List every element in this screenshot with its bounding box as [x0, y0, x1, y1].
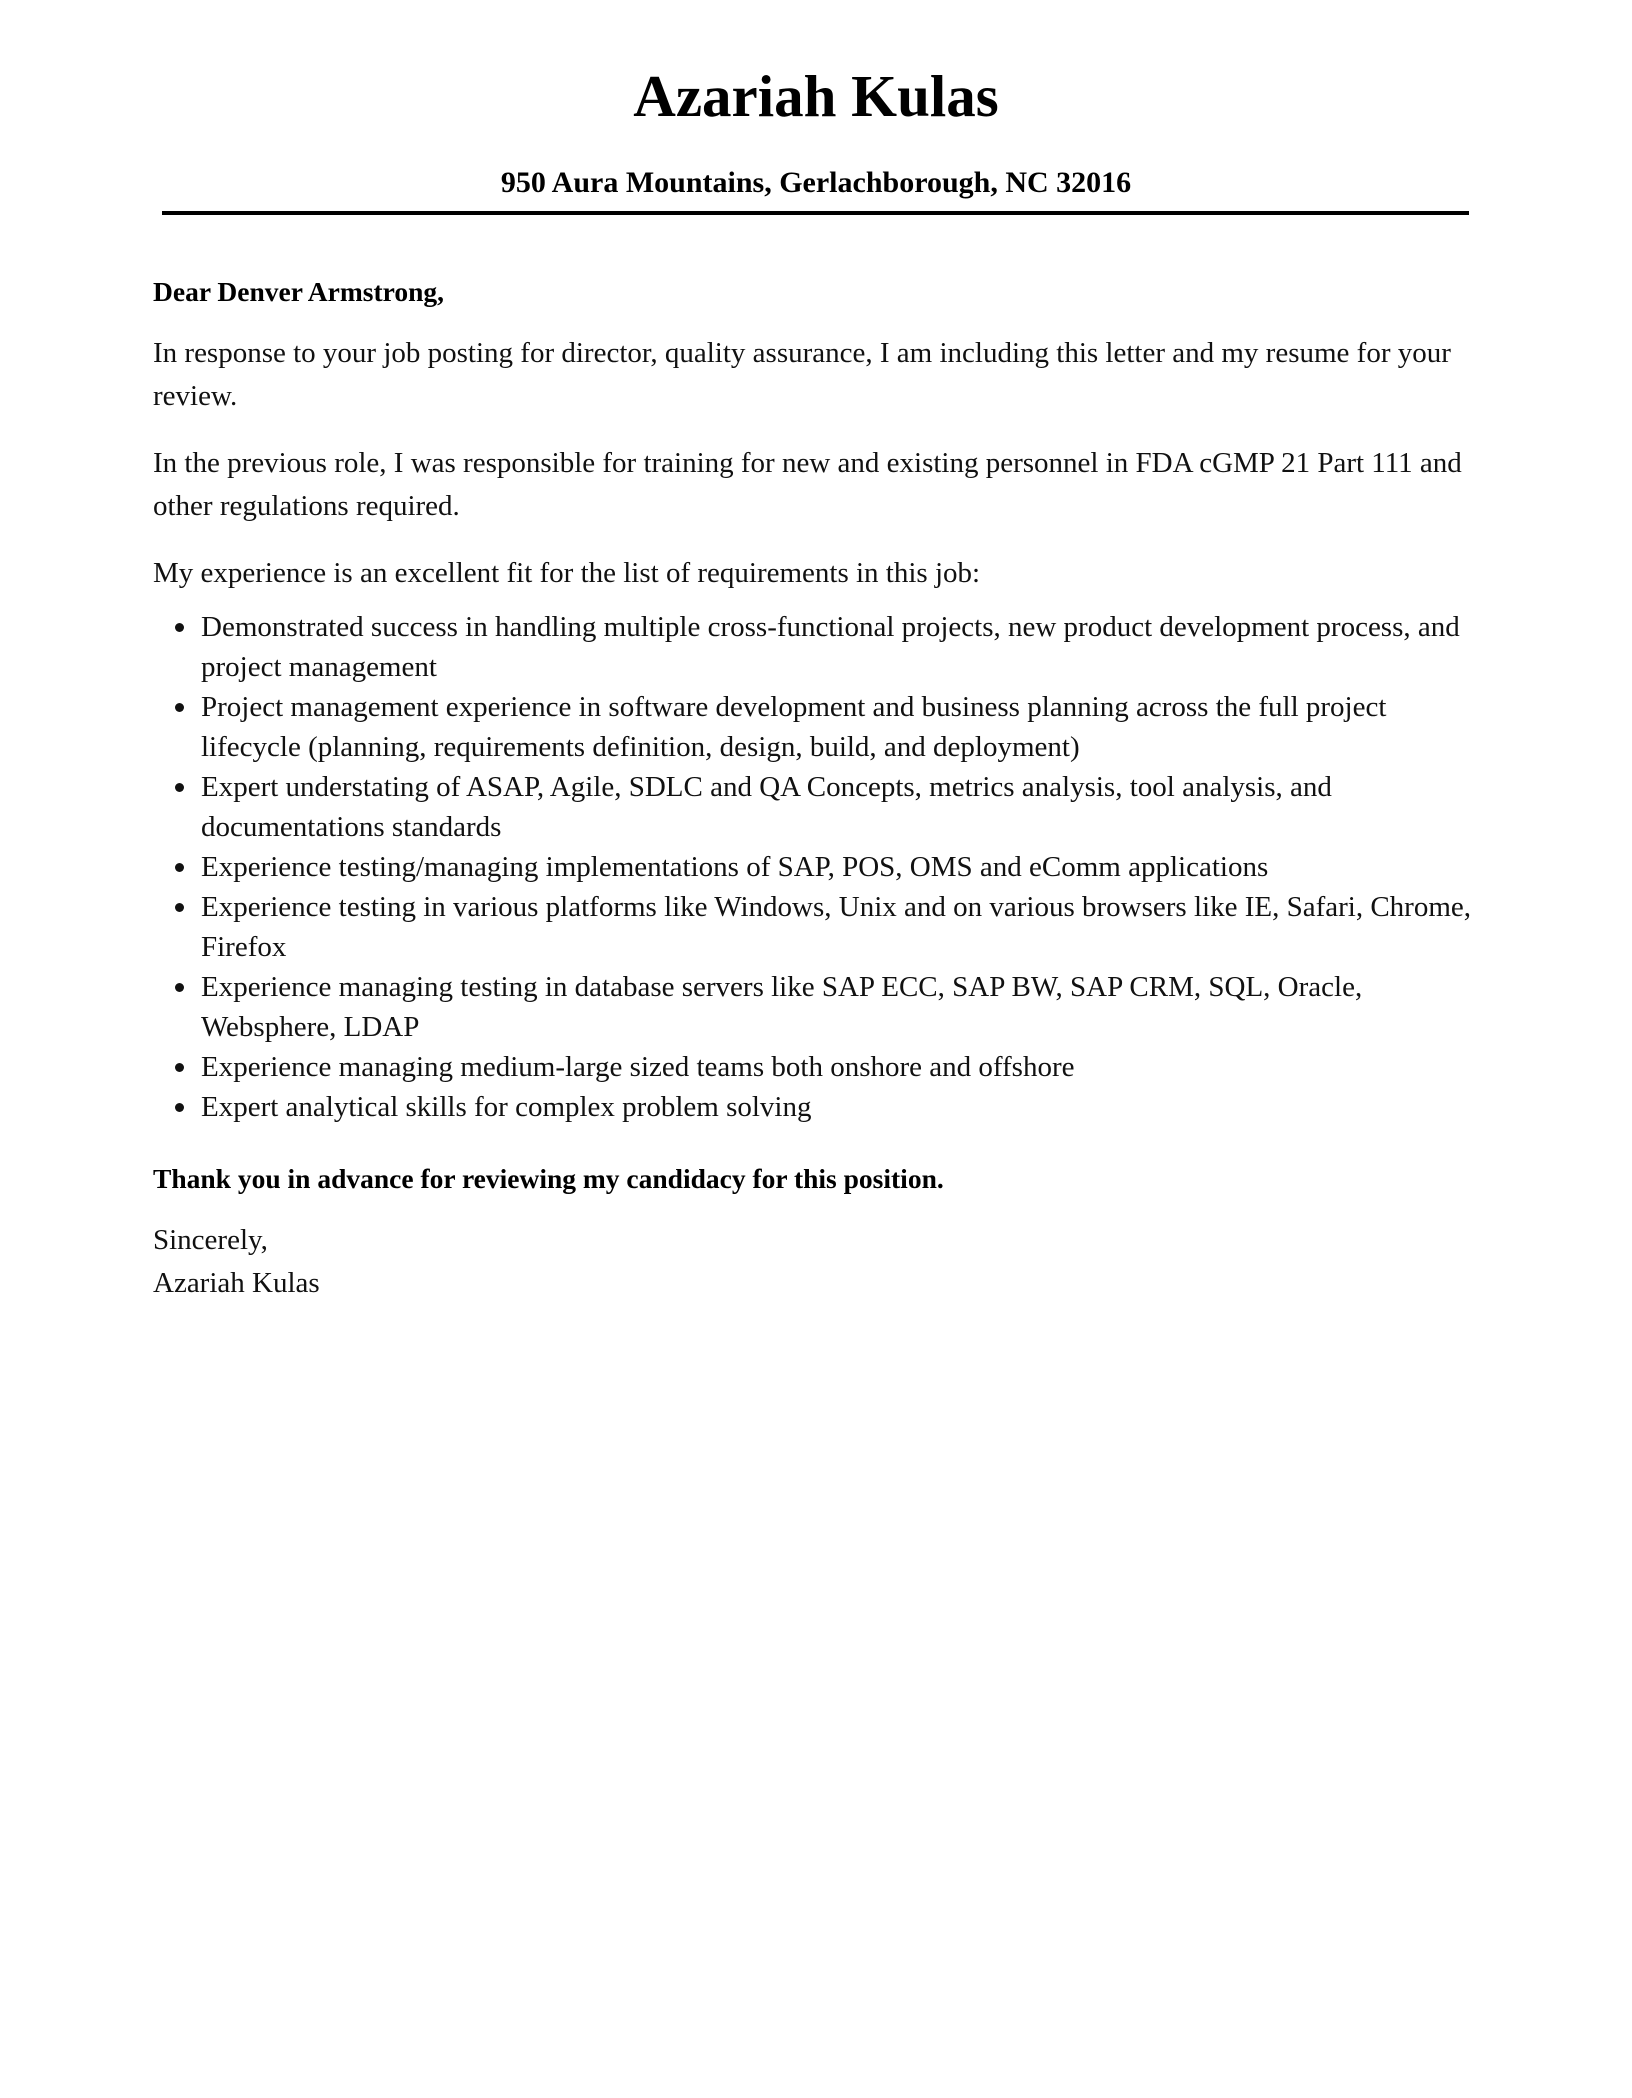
bullet-icon [175, 903, 184, 912]
paragraph-requirements-intro: My experience is an excellent fit for the list of requirements in this job: [153, 557, 981, 589]
list-item-text: Expert understating of ASAP, Agile, SDLC and QA Concepts, metrics analysis, tool analysis, and documentations standards [201, 771, 1332, 843]
paragraph-intro: In response to your job posting for director, quality assurance, I am including this letter and my resume for your review. [153, 337, 1451, 412]
closing-statement: Thank you in advance for reviewing my candidacy for this position. [153, 1163, 944, 1194]
list-item-text: Project management experience in software development and business planning across the full project lifecycle (planning, requirements definition, design, build, and deployment) [201, 691, 1387, 763]
bullet-icon [175, 1103, 184, 1112]
list-item [201, 887, 1473, 967]
letter-body [153, 270, 1473, 1305]
header-divider [162, 211, 1469, 215]
bullet-icon [175, 783, 184, 792]
list-item [201, 847, 1473, 887]
list-item-text: Expert analytical skills for complex problem solving [201, 1091, 812, 1123]
list-item [201, 1087, 1473, 1127]
list-item-text: Demonstrated success in handling multiple cross-functional projects, new product development process, and project management [201, 611, 1460, 683]
bullet-icon [175, 863, 184, 872]
list-item [201, 767, 1473, 847]
paragraph-previous-role: In the previous role, I was responsible for training for new and existing personnel in FDA cGMP 21 Part 111 and other regulations required. [153, 447, 1462, 522]
bullet-icon [175, 623, 184, 632]
list-item-text: Experience managing testing in database servers like SAP ECC, SAP BW, SAP CRM, SQL, Oracle, Websphere, LDAP [201, 971, 1363, 1043]
applicant-address: 950 Aura Mountains, Gerlachborough, NC 32016 [500, 166, 1132, 199]
bullet-icon [175, 983, 184, 992]
list-item [201, 967, 1473, 1047]
list-item [201, 607, 1473, 687]
list-item-text: Experience testing/managing implementations of SAP, POS, OMS and eComm applications [201, 851, 1269, 883]
list-item [201, 1047, 1473, 1087]
applicant-name: Azariah Kulas [633, 63, 999, 129]
signature-name: Azariah Kulas [153, 1267, 320, 1299]
bullet-icon [175, 1063, 184, 1072]
list-item-text: Experience testing in various platforms like Windows, Unix and on various browsers like IE, Safari, Chrome, Firefox [201, 891, 1471, 963]
signoff: Sincerely, [153, 1224, 268, 1256]
list-item [201, 687, 1473, 767]
bullet-icon [175, 703, 184, 712]
list-item-text: Experience managing medium-large sized teams both onshore and offshore [201, 1051, 1075, 1083]
requirements-list [153, 607, 1473, 1127]
salutation: Dear Denver Armstrong, [153, 276, 444, 307]
